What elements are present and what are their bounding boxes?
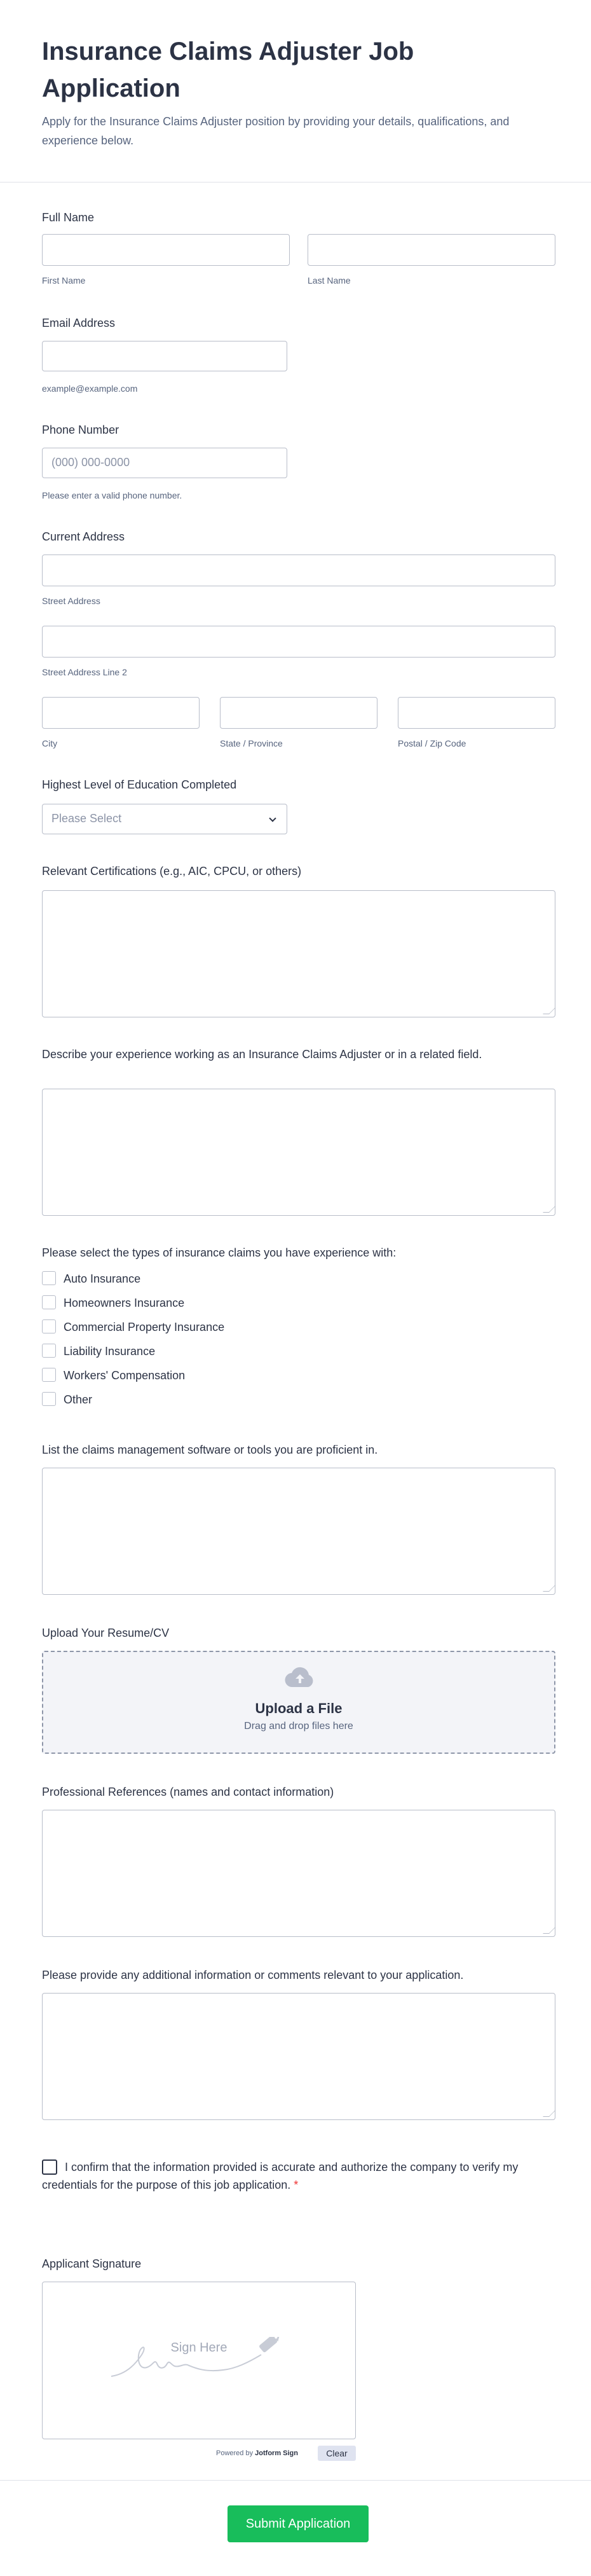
software-label: List the claims management software or tools you are proficient in.: [42, 1443, 378, 1456]
chevron-down-icon: [269, 815, 276, 822]
zip-sublabel: Postal / Zip Code: [398, 738, 466, 748]
option-label: Liability Insurance: [64, 1345, 156, 1358]
first-name-sublabel: First Name: [42, 275, 86, 286]
resize-handle-icon[interactable]: [543, 1927, 555, 1934]
references-textarea[interactable]: [42, 1810, 555, 1937]
email-label: Email Address: [42, 317, 116, 329]
upload-title: Upload a File: [255, 1700, 343, 1716]
resize-handle-icon[interactable]: [543, 2111, 555, 2117]
education-select[interactable]: [42, 804, 287, 834]
resize-handle-icon[interactable]: [543, 1008, 555, 1014]
resize-handle-icon[interactable]: [543, 1585, 555, 1592]
option-label: Workers' Compensation: [64, 1369, 186, 1382]
checkbox-commercial-property-insurance[interactable]: [42, 1319, 56, 1333]
option-label: Auto Insurance: [64, 1272, 141, 1285]
additional-info-textarea[interactable]: [42, 1993, 555, 2120]
phone-label: Phone Number: [42, 424, 119, 436]
first-name-input[interactable]: [42, 234, 290, 266]
address-label: Current Address: [42, 530, 125, 543]
cloud-upload-icon: [285, 1666, 315, 1689]
claim-types-label: Please select the types of insurance claims you have experience with:: [42, 1246, 397, 1259]
references-label: Professional References (names and contact information): [42, 1786, 334, 1798]
email-sublabel: example@example.com: [42, 383, 138, 394]
last-name-input[interactable]: [308, 234, 555, 266]
powered-by: [216, 2449, 298, 2457]
software-textarea[interactable]: [42, 1468, 555, 1595]
form-header: [0, 0, 591, 183]
phone-placeholder: (000) 000-0000: [51, 456, 130, 469]
powered-by-prefix: Powered by: [216, 2449, 254, 2457]
certifications-label: Relevant Certifications (e.g., AIC, CPCU, or others): [42, 865, 302, 878]
option-label: Other: [64, 1393, 93, 1406]
checkbox-homeowners-insurance[interactable]: [42, 1295, 56, 1309]
submit-button[interactable]: Submit Application: [228, 2505, 369, 2542]
footer-divider: [0, 2480, 591, 2481]
consent-text: I confirm that the information provided is accurate and authorize the company to verify my credentials for the purpose of this job application.: [42, 2161, 519, 2191]
street-address-input[interactable]: [42, 554, 555, 586]
required-mark: *: [294, 2179, 299, 2191]
checkbox-liability-insurance[interactable]: [42, 1344, 56, 1358]
email-input[interactable]: [42, 341, 287, 371]
street-address-sublabel: Street Address: [42, 596, 100, 606]
checkbox-other[interactable]: [42, 1392, 56, 1406]
consent-label: [42, 2158, 550, 2194]
education-label: Highest Level of Education Completed: [42, 778, 237, 791]
page-title: Insurance Claims Adjuster Job Application: [42, 38, 414, 102]
signature-pad[interactable]: [42, 2282, 356, 2439]
upload-hint: Drag and drop files here: [244, 1721, 353, 1732]
state-input[interactable]: [220, 697, 377, 729]
zip-input[interactable]: [398, 697, 555, 729]
city-input[interactable]: [42, 697, 200, 729]
resize-handle-icon[interactable]: [543, 1206, 555, 1213]
full-name-label: Full Name: [42, 211, 95, 224]
resume-label: Upload Your Resume/CV: [42, 1627, 170, 1639]
additional-info-label: Please provide any additional information or comments relevant to your application.: [42, 1969, 464, 1981]
checkbox-auto-insurance[interactable]: [42, 1271, 56, 1285]
clear-signature-button[interactable]: Clear: [318, 2446, 356, 2461]
education-selected-value: Please Select: [51, 812, 122, 825]
phone-sublabel: Please enter a valid phone number.: [42, 490, 182, 500]
street-address-line2-sublabel: Street Address Line 2: [42, 667, 127, 677]
certifications-textarea[interactable]: [42, 890, 555, 1017]
option-label: Commercial Property Insurance: [64, 1321, 225, 1333]
resume-upload-dropzone[interactable]: [42, 1651, 555, 1754]
signature-placeholder: Sign Here: [170, 2341, 228, 2355]
signature-label: Applicant Signature: [42, 2257, 142, 2270]
experience-textarea[interactable]: [42, 1089, 555, 1216]
option-label: Homeowners Insurance: [64, 1297, 185, 1309]
phone-input[interactable]: [42, 448, 287, 478]
state-sublabel: State / Province: [220, 738, 283, 748]
street-address-line2-input[interactable]: [42, 626, 555, 658]
powered-by-brand: Jotform Sign: [255, 2449, 298, 2457]
city-sublabel: City: [42, 738, 58, 748]
page-subtitle: Apply for the Insurance Claims Adjuster position by providing your details, qualifications, and experience below.: [42, 115, 510, 147]
checkbox-workers-compensation[interactable]: [42, 1368, 56, 1382]
last-name-sublabel: Last Name: [308, 275, 351, 286]
experience-label: Describe your experience working as an Insurance Claims Adjuster or in a related field.: [42, 1048, 482, 1061]
